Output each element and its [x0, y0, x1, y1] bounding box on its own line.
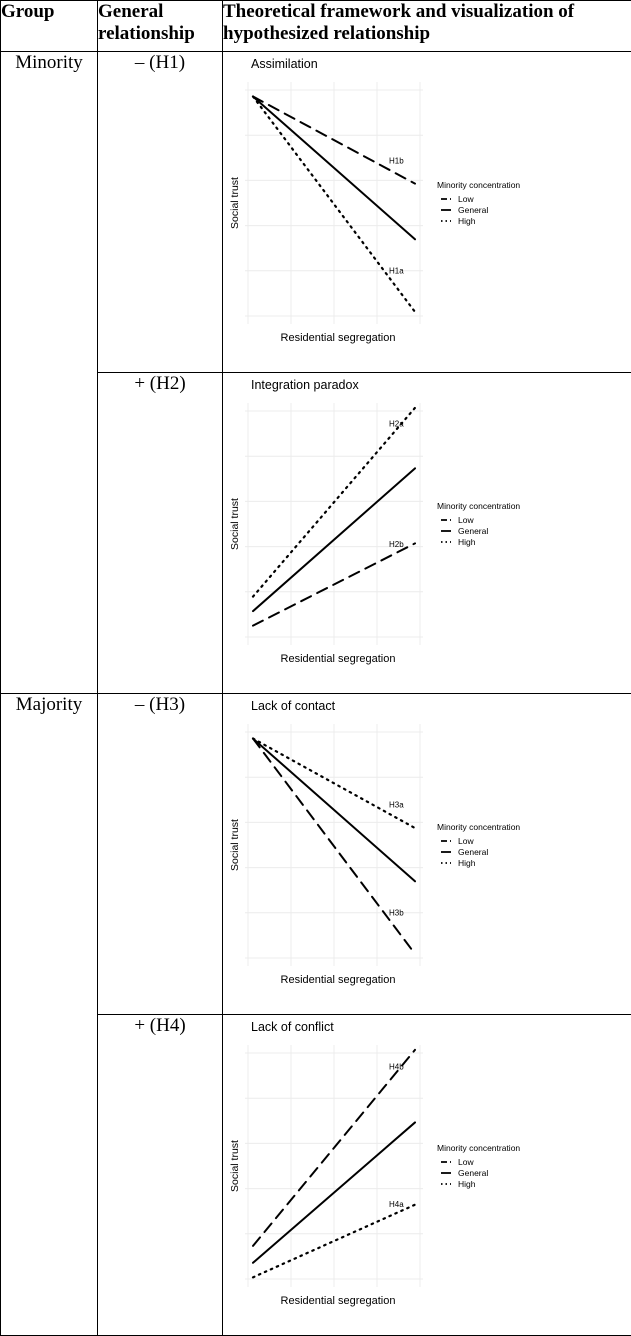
header-general-relationship: General relationship: [98, 1, 223, 52]
legend-entry-high: High: [458, 1179, 476, 1189]
grid: [245, 403, 423, 645]
legend-entry-general: General: [458, 847, 489, 857]
chart-title: Integration paradox: [251, 378, 359, 392]
legend-title: Minority concentration: [437, 822, 521, 832]
hypothesis-label-h1a: H1a: [389, 266, 404, 276]
hypothesis-label-h4b: H4b: [389, 1062, 404, 1072]
hypothesis-label-h2a: H2a: [389, 419, 404, 429]
legend-entry-high: High: [458, 216, 476, 226]
legend-entry-low: Low: [458, 836, 474, 846]
plot-cell-lack-of-conflict: [223, 1015, 631, 1336]
legend-entry-low: Low: [458, 1157, 474, 1167]
chart-title: Lack of conflict: [251, 1020, 334, 1034]
x-axis-label: Residential segregation: [280, 332, 396, 344]
grid: [245, 82, 423, 324]
legend-title: Minority concentration: [437, 501, 521, 511]
legend: [437, 501, 520, 547]
y-axis-label: Social trust: [229, 819, 241, 871]
legend-title: Minority concentration: [437, 180, 521, 190]
table-row: [1, 694, 631, 1015]
hypothesis-label-h3b: H3b: [389, 908, 404, 918]
legend-entry-general: General: [458, 1168, 489, 1178]
chart-lack-of-conflict: [223, 1015, 631, 1335]
legend-entry-general: General: [458, 526, 489, 536]
table-row: [1, 52, 631, 373]
relationship-h1: – (H1): [98, 52, 223, 373]
header-row: [1, 1, 631, 52]
header-framework: Theoretical framework and visualization of hypothesized relationship: [223, 1, 631, 52]
legend-title: Minority concentration: [437, 1143, 521, 1153]
legend: [437, 180, 520, 226]
x-axis-label: Residential segregation: [280, 1295, 396, 1307]
hypothesis-label-h1b: H1b: [389, 156, 404, 166]
legend-entry-low: Low: [458, 515, 474, 525]
chart-title: Assimilation: [251, 57, 318, 71]
legend-entry-high: High: [458, 537, 476, 547]
legend: [437, 822, 520, 868]
relationship-h2: + (H2): [98, 373, 223, 694]
legend-entry-general: General: [458, 205, 489, 215]
plot-cell-lack-of-contact: [223, 694, 631, 1015]
group-minority: Minority: [1, 52, 98, 694]
relationship-h3: – (H3): [98, 694, 223, 1015]
y-axis-label: Social trust: [229, 177, 241, 229]
hypothesis-label-h4a: H4a: [389, 1199, 404, 1209]
chart-lack-of-contact: [223, 694, 631, 1014]
plot-cell-integration-paradox: [223, 373, 631, 694]
chart-title: Lack of contact: [251, 699, 336, 713]
y-axis-label: Social trust: [229, 1140, 241, 1192]
x-axis-label: Residential segregation: [280, 974, 396, 986]
legend-entry-low: Low: [458, 194, 474, 204]
legend: [437, 1143, 520, 1189]
group-majority: Majority: [1, 694, 98, 1336]
chart-assimilation: [223, 52, 631, 372]
chart-integration-paradox: [223, 373, 631, 693]
y-axis-label: Social trust: [229, 498, 241, 550]
plot-cell-assimilation: [223, 52, 631, 373]
hypothesis-label-h3a: H3a: [389, 800, 404, 810]
relationship-h4: + (H4): [98, 1015, 223, 1336]
grid: [245, 1045, 423, 1287]
x-axis-label: Residential segregation: [280, 653, 396, 665]
hypothesis-label-h2b: H2b: [389, 539, 404, 549]
legend-entry-high: High: [458, 858, 476, 868]
header-group: Group: [1, 1, 98, 52]
